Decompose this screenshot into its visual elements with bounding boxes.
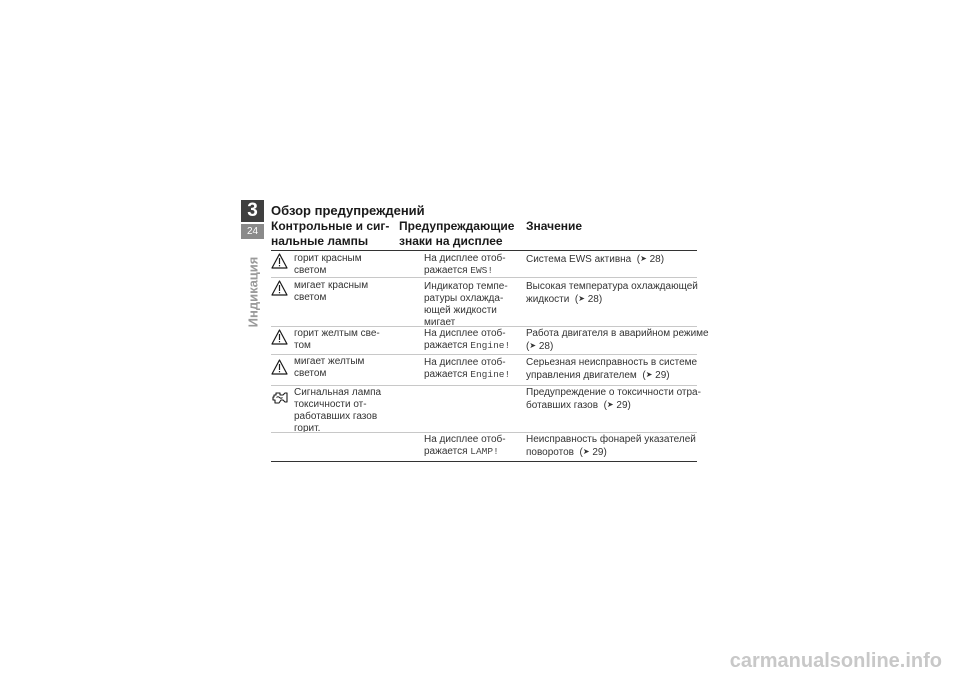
- table-bottom-rule: [271, 461, 697, 462]
- row-divider: [271, 326, 697, 327]
- warning-triangle-icon: [271, 359, 288, 375]
- row-3-display-text: На дисплее отоб- ражается: [424, 328, 506, 351]
- column-header-lamps: Контрольные и сиг- нальные лампы: [271, 219, 390, 248]
- page-number: 24: [241, 224, 264, 239]
- row-1-display-code: EWS!: [470, 265, 494, 276]
- chapter-tab-label: Индикация: [245, 256, 261, 328]
- row-6-display-code: LAMP!: [470, 446, 499, 457]
- row-divider: [271, 432, 697, 433]
- row-1-lamp: горит красным светом: [294, 253, 362, 276]
- engine-emission-icon: [271, 390, 290, 405]
- row-4-meaning-text: Серьезная неисправность в системе управления двигателем: [526, 357, 698, 381]
- row-6-meaning-text: Неисправность фонарей указателей поворотов: [526, 434, 696, 458]
- row-6-meaning: Неисправность фонарей указателей поворотов (➤ 29): [526, 434, 696, 458]
- row-2-display-text: Индикатор темпе- ратуры охлажда- ющей жидкости мигает: [424, 281, 508, 328]
- column-header-display: Предупреждающие знаки на дисплее: [399, 219, 515, 248]
- row-6-display-text: На дисплее отоб- ражается: [424, 434, 506, 457]
- arrow-right-icon: ➤: [529, 341, 537, 350]
- row-1-meaning: Система EWS активна (➤ 28): [526, 254, 665, 265]
- row-3-meaning: Работа двигателя в аварийном режиме (➤ 28): [526, 328, 709, 352]
- row-divider: [271, 277, 697, 278]
- row-3-meaning-text: Работа двигателя в аварийном режиме: [526, 328, 709, 339]
- chapter-number: 3: [241, 200, 264, 222]
- row-4-display: [424, 357, 520, 381]
- row-6-ref: 29: [592, 447, 604, 458]
- header-rule: [271, 250, 697, 251]
- row-2-meaning: Высокая температура охлаждающей жидкости (➤ 28): [526, 281, 698, 305]
- warning-triangle-icon: [271, 329, 288, 345]
- row-4-display-code: Engine!: [470, 369, 511, 380]
- row-divider: [271, 354, 697, 355]
- arrow-right-icon: ➤: [582, 447, 590, 456]
- row-4-meaning: Серьезная неисправность в системе управления двигателем (➤ 29): [526, 357, 698, 381]
- warning-triangle-icon: [271, 253, 288, 269]
- row-3-ref: 28: [538, 341, 550, 352]
- row-1-display: [424, 253, 520, 277]
- warning-triangle-icon: [271, 280, 288, 296]
- row-1-ref: 28: [649, 254, 661, 265]
- row-3-display: [424, 328, 520, 352]
- row-divider: [271, 385, 697, 386]
- row-5-ref: 29: [616, 400, 628, 411]
- row-2-ref: 28: [587, 294, 599, 305]
- row-5-meaning-text: Предупреждение о токсичности отра- ботавших газов: [526, 387, 701, 411]
- row-2-lamp: мигает красным светом: [294, 280, 369, 303]
- chapter-tab: [244, 240, 262, 345]
- arrow-right-icon: ➤: [578, 294, 585, 303]
- column-header-meaning: Значение: [526, 219, 583, 233]
- row-4-lamp: мигает желтым светом: [294, 356, 365, 379]
- row-3-display-code: Engine!: [470, 340, 511, 351]
- row-4-display-text: На дисплее отоб- ражается: [424, 357, 506, 380]
- row-2-meaning-text: Высокая температура охлаждающей жидкости: [526, 281, 698, 305]
- row-1-display-text: На дисплее отоб- ражается: [424, 253, 506, 276]
- row-1-meaning-text: Система EWS активна: [526, 254, 632, 265]
- row-4-ref: 29: [655, 370, 667, 381]
- section-title: Обзор предупреждений: [271, 203, 425, 218]
- row-3-lamp: горит желтым све- том: [294, 328, 380, 351]
- watermark: [0, 650, 960, 673]
- row-6-display: [424, 434, 520, 458]
- arrow-right-icon: ➤: [645, 370, 653, 379]
- arrow-right-icon: ➤: [640, 254, 647, 263]
- watermark-text: carmanualsonline.info: [729, 650, 942, 672]
- row-5-lamp: Сигнальная лампа токсичности от- работавших газов горит.: [294, 387, 382, 434]
- row-5-meaning: Предупреждение о токсичности отра- ботавших газов (➤ 29): [526, 387, 701, 411]
- arrow-right-icon: ➤: [606, 400, 614, 409]
